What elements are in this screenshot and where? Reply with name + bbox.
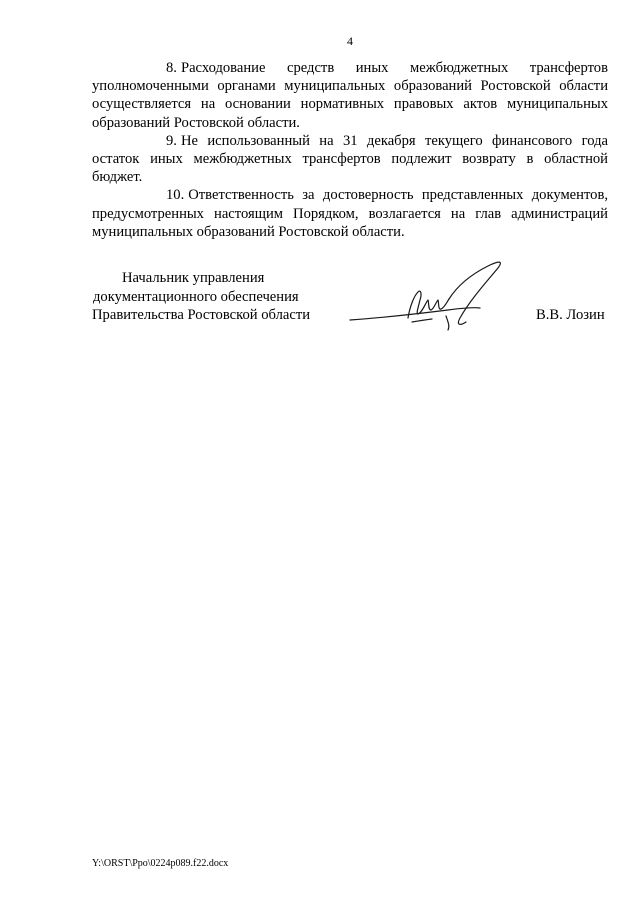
paragraph-text: Не использованный на 31 декабря текущего финансового года остаток иных межбюджетных трансфертов подлежит возврату в областной бюджет. <box>92 132 608 186</box>
paragraph-number: 8. <box>166 60 177 76</box>
paragraph-text: Ответственность за достоверность представленных документов, предусмотренных настоящим Порядком, возлагается на глав администраций муниципальных образований Ростовской области. <box>92 187 608 240</box>
page-number: 4 <box>347 34 353 48</box>
paragraph-number: 10. <box>166 187 185 204</box>
paragraph-10 <box>92 186 608 241</box>
signatory-title-line: Правительства Ростовской области <box>92 307 311 323</box>
signatory-title-line: Начальник управления <box>122 270 265 286</box>
signatory-title-line: документационного обеспечения <box>93 288 299 305</box>
signatory-title <box>92 269 332 325</box>
file-path: Y:\ORST\Ppo\0224p089.f22.docx <box>92 858 229 869</box>
paragraph-number: 9. <box>166 132 177 149</box>
paragraph-text: Расходование средств иных межбюджетных трансфертов уполномоченными органами муниципальных образований Ростовской области осуществляется на основании нормативных правовых актов муниципальных образований Ростовской области. <box>92 60 608 131</box>
handwritten-signature <box>348 258 518 338</box>
paragraph-9 <box>92 132 608 187</box>
paragraph-8 <box>92 59 608 132</box>
document-body <box>92 59 608 241</box>
signer-name: В.В. Лозин <box>536 307 605 323</box>
